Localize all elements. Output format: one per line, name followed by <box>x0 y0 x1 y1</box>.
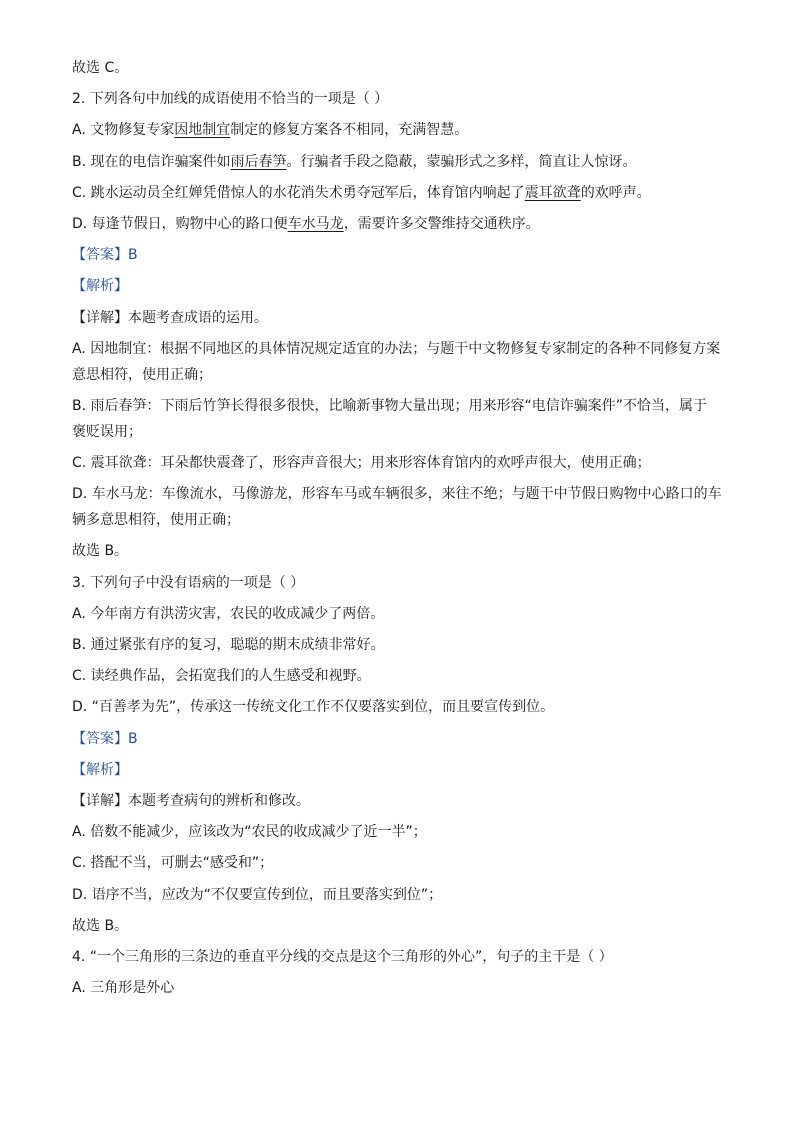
underlined-idiom: 雨后春笋 <box>230 153 287 170</box>
option-text: D. 每逢节假日，购物中心的路口便 <box>72 215 288 232</box>
option-text: 的欢呼声。 <box>580 184 651 201</box>
text-line: 故选 C。 <box>72 60 129 76</box>
text-line: 【解析】 <box>72 761 128 778</box>
text-line <box>72 214 732 234</box>
text-line: B. 通过紧张有序的复习，聪聪的期末成绩非常好。 <box>72 637 385 653</box>
underlined-idiom: 车水马龙 <box>287 215 344 232</box>
text-line: 辆多意思相符，使用正确； <box>72 512 240 529</box>
text-line: 【详解】本题考查成语的运用。 <box>72 309 268 326</box>
text-line: 意思相符，使用正确； <box>72 366 212 383</box>
text-line <box>72 120 732 140</box>
text-line: C. 搭配不当，可删去“感受和”； <box>72 855 274 872</box>
text-line: 2. 下列各句中加线的成语使用不恰当的一项是（ ） <box>72 91 389 108</box>
text-line: C. 震耳欲聋：耳朵都快震聋了，形容声音很大；用来形容体育馆内的欢呼声很大，使用正确； <box>72 455 651 472</box>
text-line: 3. 下列句子中没有语病的一项是（ ） <box>72 574 305 591</box>
text-line <box>72 152 732 172</box>
text-line: 故选 B。 <box>72 543 129 560</box>
text-line: 4. “一个三角形的三条边的垂直平分线的交点是这个三角形的外心”，句子的主干是（ ） <box>72 948 613 965</box>
option-text: A. 文物修复专家 <box>72 122 175 139</box>
text-line: A. 三角形是外心 <box>72 980 175 997</box>
text-line: A. 因地制宜：根据不同地区的具体情况规定适宜的办法；与题干中文物修复专家制定的各种不同修复方案 <box>72 340 721 357</box>
text-line: D. 语序不当，应改为“不仅要宣传到位，而且要落实到位”； <box>72 886 443 903</box>
text-line: 【答案】B <box>72 247 138 264</box>
option-text: ，需要许多交警维持交通秩序。 <box>343 215 540 232</box>
text-line: A. 倍数不能减少，应该改为“农民的收成减少了近一半”； <box>72 824 427 841</box>
text-line <box>72 183 732 203</box>
text-line: D. “百善孝为先”，传承这一传统文化工作不仅要落实到位，而且要宣传到位。 <box>72 699 555 716</box>
text-line: 【答案】B <box>72 730 138 747</box>
underlined-idiom: 因地制宜 <box>174 122 231 139</box>
option-text: B. 现在的电信诈骗案件如 <box>72 153 231 170</box>
text-line: C. 读经典作品，会拓宽我们的人生感受和视野。 <box>72 668 371 685</box>
option-text: 制定的修复方案各不相同，充满智慧。 <box>230 122 469 139</box>
text-line: A. 今年南方有洪涝灾害，农民的收成减少了两倍。 <box>72 605 385 622</box>
option-text: C. 跳水运动员全红婵凭借惊人的水花消失术勇夺冠军后，体育馆内响起了 <box>72 184 525 201</box>
text-line: 【解析】 <box>72 278 128 295</box>
text-line: 褒贬误用； <box>72 423 142 440</box>
option-text: 。行骗者手段之隐蔽，蒙骗形式之多样，简直让人惊讶。 <box>286 153 637 170</box>
text-line: D. 车水马龙：车像流水，马像游龙，形容车马或车辆很多，来往不绝；与题干中节假日购物中心路口的车 <box>72 486 722 503</box>
underlined-idiom: 震耳欲聋 <box>524 184 581 201</box>
text-line: 故选 B。 <box>72 917 129 934</box>
document-page <box>72 58 732 1009</box>
text-line: 【详解】本题考查病句的辨析和修改。 <box>72 792 310 809</box>
text-line: B. 雨后春笋：下雨后竹笋长得很多很快，比喻新事物大量出现；用来形容“电信诈骗案件”不恰当，属于 <box>72 397 708 414</box>
